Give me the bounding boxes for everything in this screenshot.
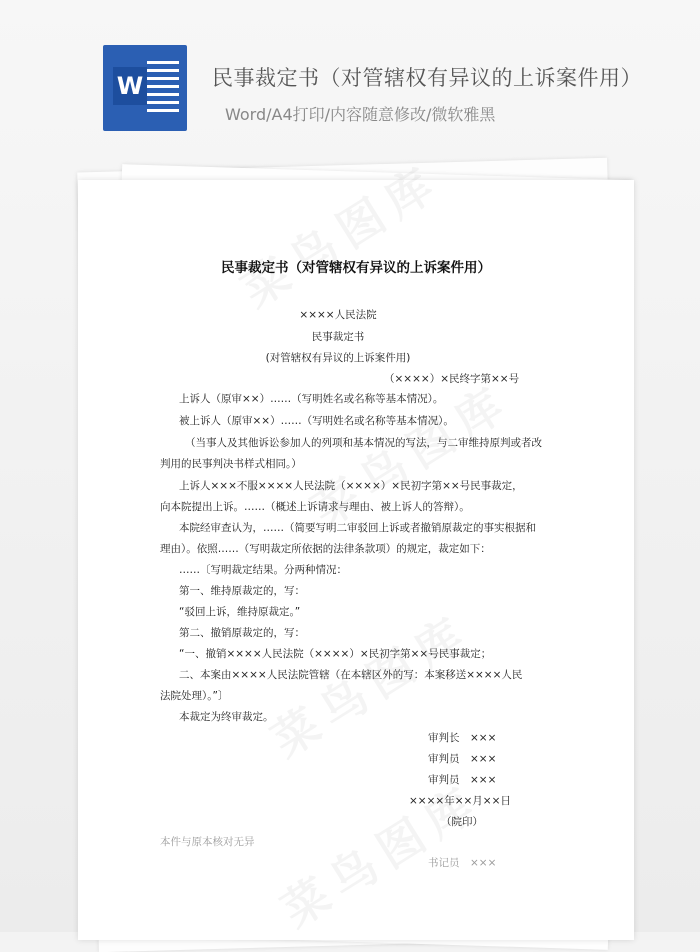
word-document-icon bbox=[103, 45, 187, 131]
paragraph-1-line-2: 向本院提出上诉。……（概述上诉请求与理由、被上诉人的答辩）。 bbox=[160, 501, 470, 513]
header-title: 民事裁定书（对管辖权有异议的上诉案件用） bbox=[212, 66, 642, 90]
appellant: 上诉人（原审××）……（写明姓名或名称等基本情况）。 bbox=[179, 393, 444, 405]
doc-subtype: (对管辖权有异议的上诉案件用) bbox=[265, 352, 411, 364]
judge-2: 审判员 ××× bbox=[428, 774, 497, 786]
verified-note: 本件与原本核对无异 bbox=[160, 836, 255, 848]
case-1-text: “驳回上诉，维持原裁定。” bbox=[179, 606, 301, 618]
clerk: 书记员 ××× bbox=[428, 857, 497, 869]
paragraph-2-line-2: 理由）。依照……（写明裁定所依据的法律条款项）的规定，裁定如下： bbox=[160, 543, 491, 555]
header-subtitle: Word/A4打印/内容随意修改/微软雅黑 bbox=[225, 105, 496, 124]
case-2-text-1: “一、撤销××××人民法院（××××）×民初字第××号民事裁定； bbox=[179, 648, 492, 660]
case-1-heading: 第一、维持原裁定的，写： bbox=[179, 585, 305, 597]
word-letter: W bbox=[113, 67, 147, 105]
document-title: 民事裁定书（对管辖权有异议的上诉案件用） bbox=[221, 260, 491, 276]
court-name: ××××人民法院 bbox=[299, 309, 377, 321]
appellee: 被上诉人（原审××）……（写明姓名或名称等基本情况）。 bbox=[179, 415, 454, 427]
document-page bbox=[78, 180, 634, 940]
note-line-2: 判用的民事判决书样式相同。） bbox=[160, 458, 302, 470]
judge-1: 审判员 ××× bbox=[428, 753, 497, 765]
case-2-heading: 第二、撤销原裁定的，写： bbox=[179, 627, 305, 639]
paragraph-2-line-1: 本院经审查认为，……（简要写明二审驳回上诉或者撤销原裁定的事实根据和 bbox=[179, 522, 536, 534]
watermark bbox=[268, 766, 493, 941]
court-seal: （院印） bbox=[441, 816, 483, 828]
final-statement: 本裁定为终审裁定。 bbox=[179, 711, 274, 723]
date: ××××年××月××日 bbox=[409, 795, 511, 807]
presiding-judge: 审判长 ××× bbox=[428, 732, 497, 744]
case-2-text-2b: 法院处理）。”〕 bbox=[160, 690, 229, 702]
case-2-text-2a: 二、本案由××××人民法院管辖（在本辖区外的写：本案移送××××人民 bbox=[179, 669, 523, 681]
paragraph-1-line-1: 上诉人×××不服××××人民法院（××××）×民初字第××号民事裁定， bbox=[179, 480, 523, 492]
note-line-1: （当事人及其他诉讼参加人的列项和基本情况的写法，与二审维持原判或者改 bbox=[185, 437, 542, 449]
case-number: （××××）×民终字第××号 bbox=[384, 373, 520, 385]
result-intro: ……〔写明裁定结果。分两种情况： bbox=[179, 564, 347, 576]
doc-type: 民事裁定书 bbox=[311, 331, 365, 343]
